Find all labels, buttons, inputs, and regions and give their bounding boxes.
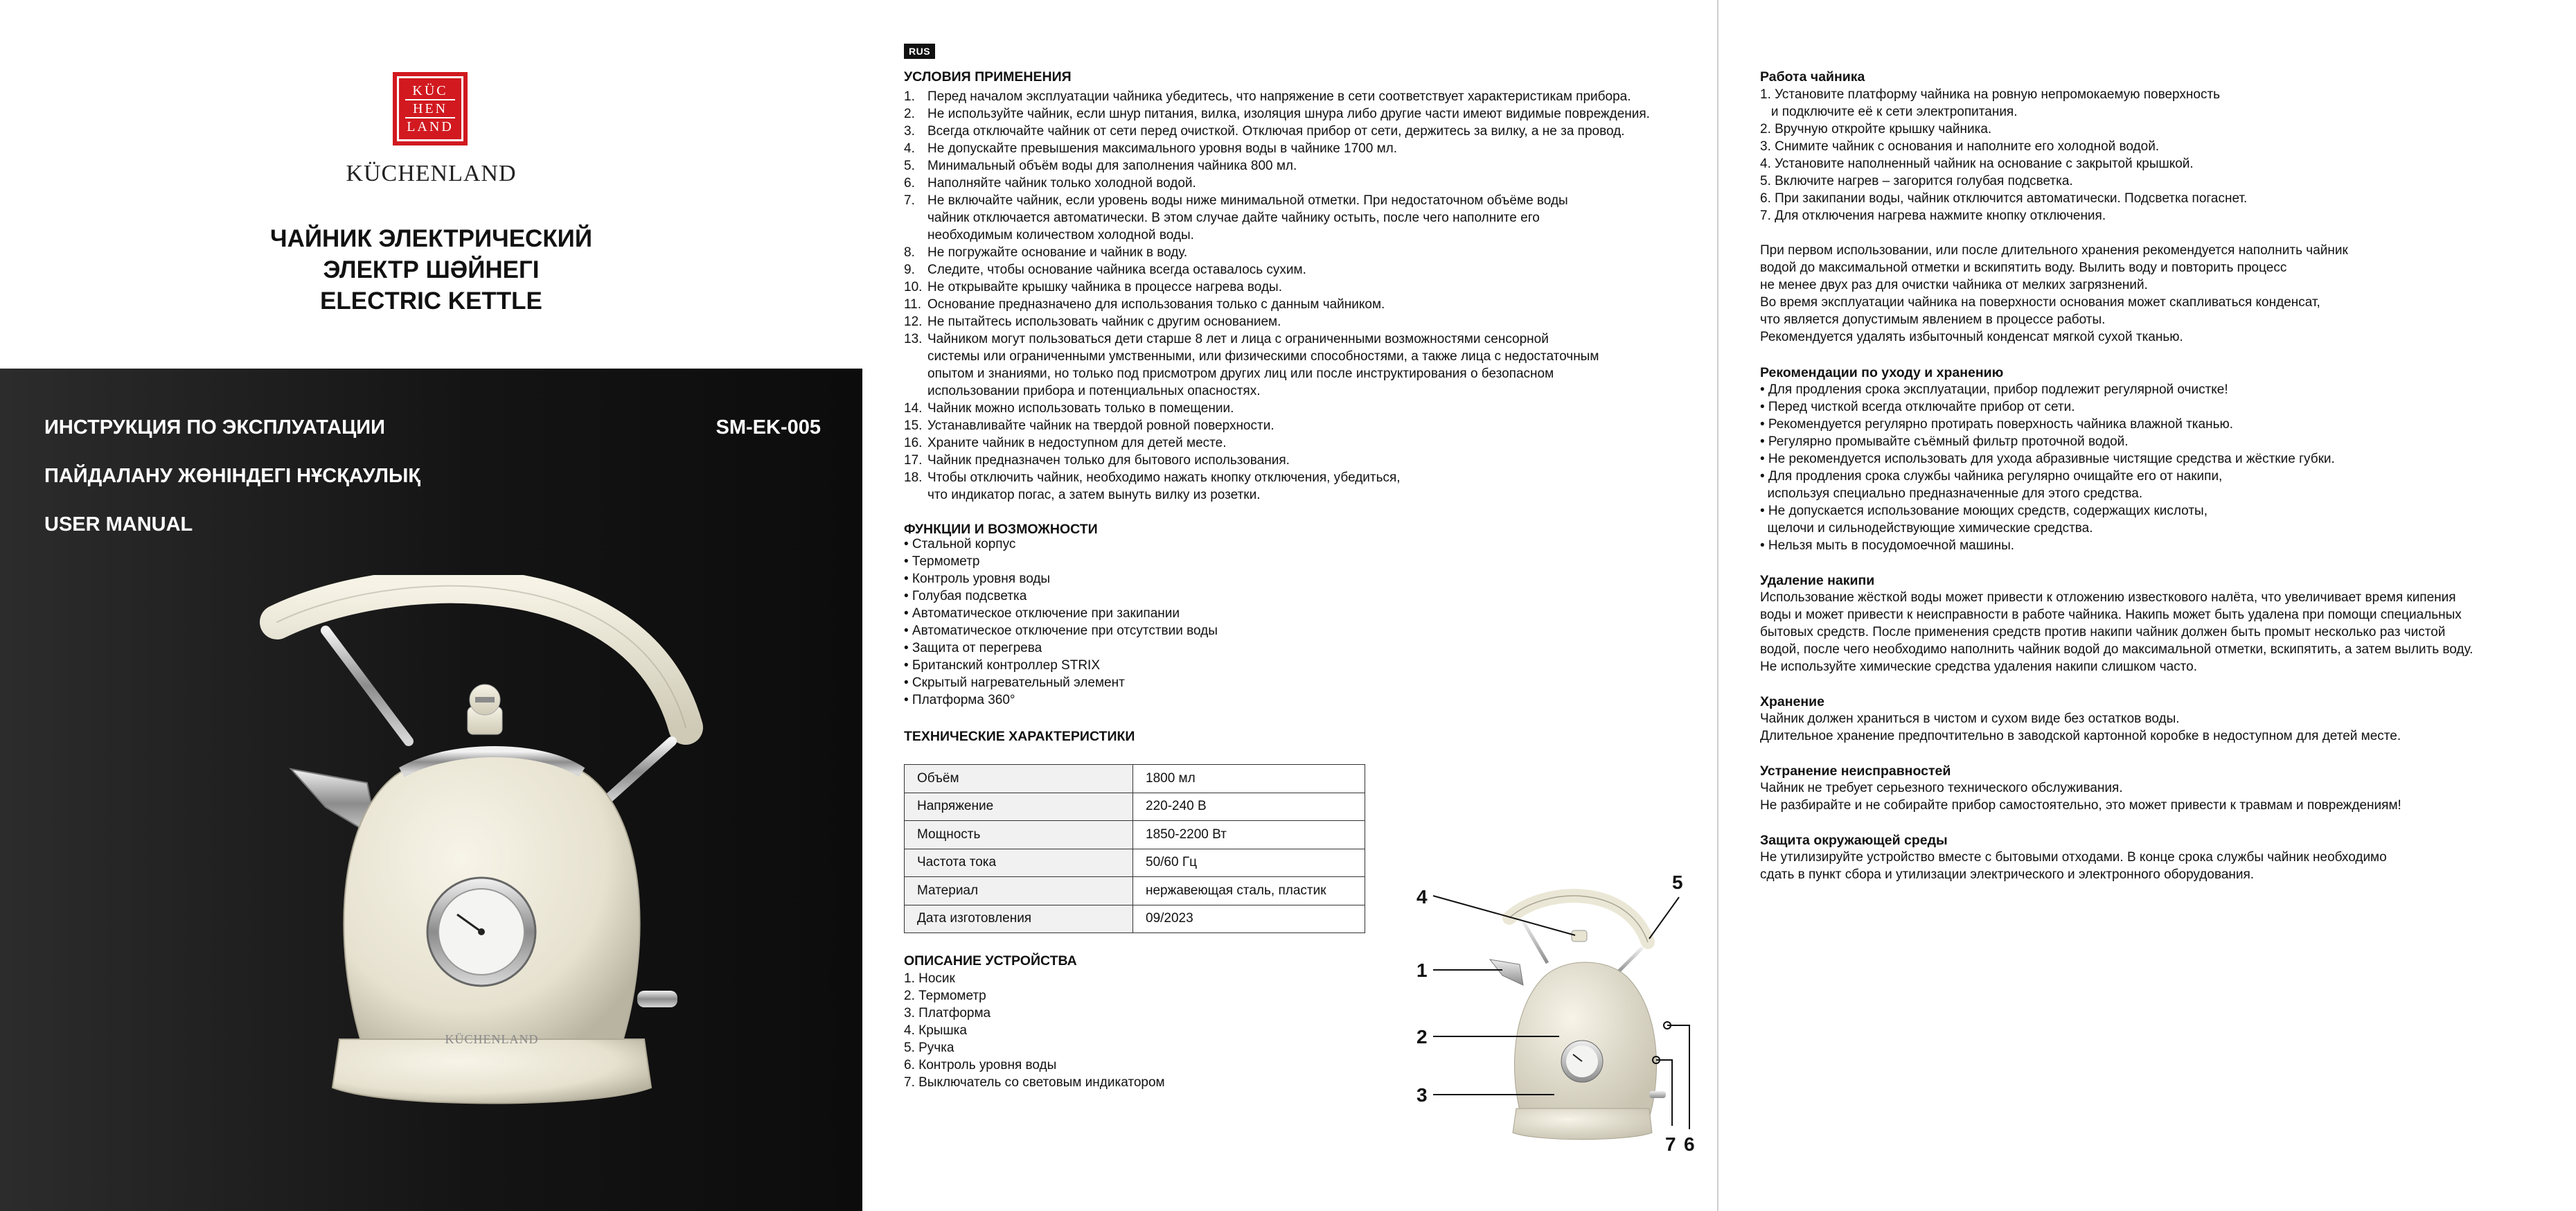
condition-item [904,123,1650,140]
condition-item [904,209,1650,227]
manual-title-en: USER MANUAL [44,513,193,536]
condition-text: Не пытайтесь использовать чайник с другим основанием. [927,315,1281,329]
callout-3: 3 [1416,1084,1428,1106]
care-item-line: • Рекомендуется регулярно протирать поверхность чайника влажной тканью. [1760,417,2234,432]
condition-text: Не погружайте основание и чайник в воду. [927,245,1188,260]
care-item-line: щелочи и сильнодействующие химические средства. [1760,521,2093,536]
work-step-line: 1. Установите платформу чайника на ровную непромокаемую поверхность [1760,87,2221,102]
device-part-item: 2. Термометр [904,989,986,1003]
kettle-brand-mark: KÜCHENLAND [445,1032,539,1046]
condition-number: 16. [904,436,923,450]
first-use-line: не менее двух раз для очистки чайника от мелких загрязнений. [1760,278,2148,292]
condition-item [904,157,1650,175]
callout-6: 6 [1684,1133,1695,1155]
work-step-line: 5. Включите нагрев – загорится голубая подсветка. [1760,174,2073,188]
condition-number: 4. [904,141,915,156]
spec-name: Напряжение [905,793,1133,821]
condition-item [904,400,1650,417]
condition-number: 9. [904,263,915,277]
condition-item [904,88,1650,105]
condition-number: 13. [904,332,923,346]
condition-item [904,486,1650,504]
condition-item [904,434,1650,452]
condition-item [904,261,1650,279]
condition-text: Чтобы отключить чайник, необходимо нажать кнопку отключения, убедиться, [927,470,1401,485]
work-step-line: 4. Установите наполненный чайник на основание с закрытой крышкой. [1760,157,2194,171]
spec-value: 1850-2200 Вт [1133,821,1365,849]
spec-row [905,765,1365,793]
feature-item: • Автоматическое отключение при закипании [904,606,1180,621]
specs-table [904,764,1365,933]
spec-name: Материал [905,877,1133,905]
care-item-line: используя специально предназначенные для этого средства. [1760,486,2143,501]
condition-text: Не используйте чайник, если шнур питания, вилка, изоляция шнура либо другие части имеют видимые повреждения. [927,107,1650,121]
condition-number [904,486,927,504]
spec-value: нержавеющая сталь, пластик [1133,877,1365,905]
work-step-line: 7. Для отключения нагрева нажмите кнопку отключения. [1760,209,2106,223]
callout-4: 4 [1416,886,1428,908]
first-use-line: водой до максимальной отметки и вскипятить воду. Вылить воду и повторить процесс [1760,260,2287,275]
care-heading: Рекомендации по уходу и хранению [1760,365,2004,380]
work-heading: Работа чайника [1760,69,1865,85]
manual-title-kz: ПАЙДАЛАНУ ЖӨНІНДЕГІ НҰСҚАУЛЫҚ [44,465,421,487]
logo-text-line: HEN [412,101,448,116]
kettle-diagram [1405,866,1710,1171]
spec-value: 50/60 Гц [1133,849,1365,877]
condition-text: Чайником могут пользоваться дети старше 8 лет и лица с ограниченными возможностями сенсорной [927,332,1549,346]
trouble-heading: Устранение неисправностей [1760,763,1951,779]
trouble-line: Чайник не требует серьезного технического обслуживания. [1760,781,2123,795]
device-part-item: 1. Носик [904,971,955,986]
storage-text [1760,710,2401,745]
condition-item [904,330,1650,348]
cover-panel [0,0,862,1211]
descale-text [1760,589,2473,675]
callout-7: 7 [1665,1133,1676,1155]
descale-line: Не используйте химические средства удаления накипи слишком часто. [1760,660,2197,674]
spec-row [905,905,1365,933]
condition-text: опытом и знаниями, но только под присмотром других лиц или после инструктирования о безопасном [927,366,1554,381]
conditions-list [904,88,1650,504]
care-item-line: • Для продления срока службы чайника регулярно очищайте его от накипи, [1760,469,2223,484]
environment-text [1760,849,2387,883]
first-use-text [1760,242,2348,346]
spec-row [905,821,1365,849]
storage-heading: Хранение [1760,694,1824,709]
spec-row [905,877,1365,905]
condition-number: 7. [904,193,915,208]
first-use-line: Во время эксплуатации чайника на поверхности основания может скапливаться конденсат, [1760,295,2320,310]
features-heading: ФУНКЦИИ И ВОЗМОЖНОСТИ [904,522,1098,537]
work-steps [1760,86,2247,224]
logo-text-line: KÜC [412,83,448,98]
spec-name: Частота тока [905,849,1133,877]
product-title-kz: ЭЛЕКТР ШӘЙНЕГІ [323,256,540,283]
trouble-line: Не разбирайте и не собирайте прибор самостоятельно, это может привести к травмам и повреждениям! [1760,798,2401,813]
condition-number: 2. [904,107,915,121]
condition-number: 5. [904,159,915,173]
storage-line: Длительное хранение предпочтительно в заводской картонной коробке в недоступном для детей месте. [1760,729,2401,743]
condition-number: 17. [904,453,923,468]
environment-line: сдать в пункт сбора и утилизации электрического и электронного оборудования. [1760,867,2255,882]
condition-item [904,348,1650,365]
feature-item: • Автоматическое отключение при отсутствии воды [904,624,1218,638]
care-item-line: • Не допускается использование моющих средств, содержащих кислоты, [1760,504,2208,518]
callout-2: 2 [1416,1026,1428,1048]
callout-1: 1 [1416,960,1428,981]
work-step-line: 6. При закипании воды, чайник отключится автоматически. Подсветка погаснет. [1760,191,2248,206]
condition-item [904,140,1650,157]
feature-item: • Термометр [904,554,980,569]
condition-text: необходимым количеством холодной воды. [927,228,1194,242]
condition-item [904,296,1650,313]
device-part-item: 7. Выключатель со световым индикатором [904,1075,1165,1090]
condition-text: Не включайте чайник, если уровень воды ниже минимальной отметки. При недостаточном объёме воды [927,193,1568,208]
logo-text-line: LAND [407,119,454,134]
condition-number [904,348,927,365]
condition-item [904,417,1650,434]
language-tag: RUS [904,44,935,59]
feature-item: • Защита от перегрева [904,641,1042,655]
spec-value: 09/2023 [1133,905,1365,933]
environment-heading: Защита окружающей среды [1760,833,1948,848]
feature-item: • Британский контроллер STRIX [904,658,1100,673]
spec-value: 220-240 В [1133,793,1365,821]
feature-item: • Платформа 360° [904,693,1015,707]
work-step-line: 3. Снимите чайник с основания и наполните его холодной водой. [1760,139,2160,154]
feature-item: • Голубая подсветка [904,589,1027,603]
condition-text: использовании прибора и потенциальных опасностях. [927,384,1261,398]
condition-number: 11. [904,297,922,312]
condition-text: Всегда отключайте чайник от сети перед очисткой. Отключая прибор от сети, держитесь за вилку, а не за провод. [927,124,1625,139]
feature-item: • Скрытый нагревательный элемент [904,675,1125,690]
condition-number [904,365,927,382]
condition-item [904,279,1650,296]
condition-number: 18. [904,470,923,485]
condition-number: 12. [904,315,923,329]
condition-item [904,469,1650,486]
kettle-image [249,575,707,1129]
condition-text: Чайник можно использовать только в помещении. [927,401,1234,416]
spec-value: 1800 мл [1133,765,1365,793]
condition-number [904,209,927,227]
device-part-item: 5. Ручка [904,1041,954,1055]
condition-number: 10. [904,280,923,294]
condition-number: 15. [904,418,923,433]
spec-name: Дата изготовления [905,905,1133,933]
device-parts-list [904,970,1165,1091]
condition-item [904,175,1650,192]
work-step-line: и подключите её к сети электропитания. [1760,105,2018,119]
spec-row [905,849,1365,877]
condition-number: 14. [904,401,923,416]
condition-item [904,365,1650,382]
descale-heading: Удаление накипи [1760,573,1875,588]
conditions-heading: УСЛОВИЯ ПРИМЕНЕНИЯ [904,69,1072,85]
condition-text: Храните чайник в недоступном для детей месте. [927,436,1227,450]
condition-text: Устанавливайте чайник на твердой ровной поверхности. [927,418,1274,433]
condition-number [904,382,927,400]
care-item-line: • Регулярно промывайте съёмный фильтр проточной водой. [1760,434,2129,449]
care-item-line: • Перед чисткой всегда отключайте прибор от сети. [1760,400,2075,414]
condition-text: что индикатор погас, а затем вынуть вилку из розетки. [927,488,1261,502]
product-title-en: ELECTRIC KETTLE [320,288,542,315]
feature-item: • Стальной корпус [904,537,1016,551]
first-use-line: Рекомендуется удалять избыточный конденсат мягкой сухой тканью. [1760,330,2183,344]
condition-item [904,382,1650,400]
condition-number: 8. [904,245,915,260]
care-item-line: • Нельзя мыть в посудомоечной машины. [1760,538,2015,553]
brand-name: KÜCHENLAND [346,161,517,186]
condition-number: 1. [904,89,915,104]
panel-2 [862,0,1718,1211]
condition-item [904,192,1650,209]
device-part-item: 6. Контроль уровня воды [904,1058,1057,1072]
environment-line: Не утилизируйте устройство вместе с бытовыми отходами. В конце срока службы чайник необходимо [1760,850,2387,865]
callout-5: 5 [1672,872,1683,893]
condition-text: Наполняйте чайник только холодной водой. [927,176,1196,191]
condition-item [904,313,1650,330]
care-item-line: • Не рекомендуется использовать для ухода абразивные чистящие средства и жёсткие губки. [1760,452,2335,466]
condition-text: Чайник предназначен только для бытового использования. [927,453,1290,468]
brand-logo [393,72,468,145]
work-step-line: 2. Вручную откройте крышку чайника. [1760,122,1992,136]
device-part-item: 3. Платформа [904,1006,991,1020]
spec-name: Мощность [905,821,1133,849]
condition-item [904,244,1650,261]
descale-line: воды и может привести к неисправности в работе чайника. Накипь может быть удалена при помощи специальных [1760,608,2462,622]
condition-item [904,105,1650,123]
condition-text: чайник отключается автоматически. В этом случае дайте чайнику остыть, после чего наполните его [927,211,1540,225]
condition-item [904,227,1650,244]
condition-text: Основание предназначено для использования только с данным чайником. [927,297,1385,312]
panel-3 [1718,0,2576,1211]
first-use-line: При первом использовании, или после длительного хранения рекомендуется наполнить чайник [1760,243,2348,258]
condition-text: Минимальный объём воды для заполнения чайника 800 мл. [927,159,1297,173]
feature-item: • Контроль уровня воды [904,572,1051,586]
descale-line: Использование жёсткой воды может привести к отложению известкового налёта, что увеличивает время кипения [1760,590,2456,605]
condition-number [904,227,927,244]
condition-text: Следите, чтобы основание чайника всегда оставалось сухим. [927,263,1306,277]
condition-item [904,452,1650,469]
device-heading: ОПИСАНИЕ УСТРОЙСТВА [904,953,1077,969]
first-use-line: что является допустимым явлением в процессе работы. [1760,312,2106,327]
condition-text: системы или ограниченными умственными, или физическими способностями, а также лица с недостаточным [927,349,1599,364]
descale-line: водой, после чего необходимо наполнить чайник водой до максимальной отметки, вскипятить, а затем вылить воду. [1760,642,2473,657]
device-part-item: 4. Крышка [904,1023,967,1038]
features-list [904,536,1218,709]
spec-row [905,793,1365,821]
specs-heading: ТЕХНИЧЕСКИЕ ХАРАКТЕРИСТИКИ [904,729,1135,744]
condition-number: 3. [904,124,915,139]
condition-text: Не открывайте крышку чайника в процессе нагрева воды. [927,280,1282,294]
condition-text: Перед началом эксплуатации чайника убедитесь, что напряжение в сети соответствует характеристикам прибора. [927,89,1631,104]
care-item-line: • Для продления срока эксплуатации, прибор подлежит регулярной очистке! [1760,382,2228,397]
product-title-ru: ЧАЙНИК ЭЛЕКТРИЧЕСКИЙ [269,225,592,252]
condition-text: Не допускайте превышения максимального уровня воды в чайнике 1700 мл. [927,141,1398,156]
care-list [1760,381,2335,554]
descale-line: бытовых средств. После применения средств против накипи чайник должен быть промыт несколько раз чистой [1760,625,2446,639]
model-number: SM-EK-005 [716,416,821,439]
trouble-text [1760,779,2401,814]
condition-number: 6. [904,176,915,191]
spec-name: Объём [905,765,1133,793]
manual-title-ru: ИНСТРУКЦИЯ ПО ЭКСПЛУАТАЦИИ [44,416,385,439]
storage-line: Чайник должен храниться в чистом и сухом виде без остатков воды. [1760,711,2180,726]
